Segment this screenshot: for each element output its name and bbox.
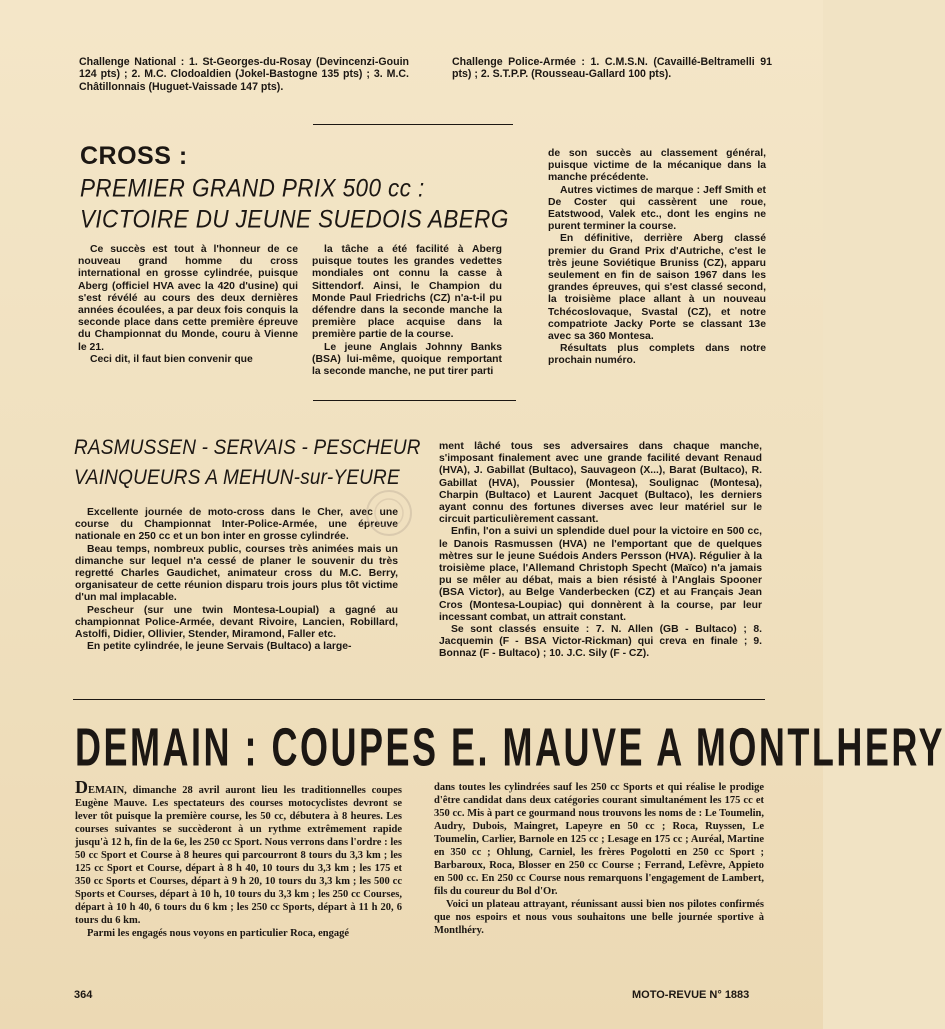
rasmussen-column-1 bbox=[75, 507, 398, 653]
cross-title-line2: VICTOIRE DU JEUNE SUEDOIS ABERG bbox=[80, 205, 509, 233]
rasmussen-title-line2: VAINQUEURS A MEHUN-sur-YEURE bbox=[74, 466, 400, 490]
cross-column-1 bbox=[78, 244, 298, 366]
rasmussen-column-2 bbox=[439, 441, 762, 661]
watermark-stamp-icon bbox=[362, 486, 416, 540]
cross-column-2 bbox=[312, 244, 502, 378]
drop-cap: D bbox=[75, 777, 88, 797]
paragraph: En définitive, derrière Aberg classé premier du Grand Prix d'Autriche, c'est le très jeune Soviétique Bruniss (CZ), apparu seulement en fin de saison 1967 dans les grandes épreuves, qui s'est classé second, la troisième place allant à un nouveau Tchécoslovaque, Svastal (CZ), et notre compatriote Jacky Porte se classant 13e avec sa 360 Montesa. bbox=[548, 233, 766, 343]
paragraph: Enfin, l'on a suivi un splendide duel pour la victoire en 500 cc, le Danois Rasmussen (HVA) ne l'emportant que de quelques mètres sur le jeune Suédois Anders Persson (HVA). Régulier à la troisième place, l'Allemand Christoph Specht (Maïco) n'a jamais pu se mêler au débat, mais a bien résisté à l'Anglais Spooner (BSA Victor), au Belge Vanderbecken (CZ) et au Français Jean Cros (Montesa-Loupiac) qui donnèrent à la course, par leur incessant combat, un attrait constant. bbox=[439, 526, 762, 623]
rasmussen-title-line1: RASMUSSEN - SERVAIS - PESCHEUR bbox=[74, 436, 421, 460]
paragraph: En petite cylindrée, le jeune Servais (Bultaco) a large- bbox=[87, 641, 352, 653]
paragraph: Ceci dit, il faut bien convenir que bbox=[90, 353, 253, 365]
paragraph: de son succès au classement général, puisque victime de la mécanique dans la manche précédente. bbox=[548, 148, 766, 184]
paragraph: Pescheur (sur une twin Montesa-Loupial) a gagné au championnat Police-Armée, devant Rivoire, Lancien, Robillard, Astolfi, Didier, Ollivier, Stender, Miramond, Faller etc. bbox=[75, 604, 398, 641]
challenge-police-label: Challenge Police-Armée : bbox=[452, 56, 585, 68]
cross-kicker: CROSS : bbox=[80, 142, 188, 170]
paragraph: Le jeune Anglais Johnny Banks (BSA) lui-même, quoique remportant la seconde manche, ne put tirer parti bbox=[312, 341, 502, 378]
demain-title: DEMAIN : COUPES E. MAUVE A MONTLHERY bbox=[75, 716, 945, 778]
paragraph: ment lâché tous ses adversaires dans chaque manche, s'imposant finalement avec une grande facilité devant Renaud (HVA), J. Gabillat (Bultaco), Sauvageon (X...), Barat (Bultaco), R. Gabillat (HVA), Poussier (Montesa), Soulignac (Montesa), Charpin (Bultaco) et Laurent Jacquet (Bultaco), les derniers ayant connu des fortunes diverses avec leur matériel sur le circuit particulièrement cassant. bbox=[439, 441, 762, 526]
magazine-issue: MOTO-REVUE N° 1883 bbox=[632, 989, 750, 1001]
paragraph: Résultats plus complets dans notre prochain numéro. bbox=[548, 343, 766, 367]
paragraph-text: EMAIN, dimanche 28 avril auront lieu les traditionnelles coupes Eugène Mauve. Les spectateurs des courses motocyclistes devront se lever tôt puisque la première course, les 50 cc, débutera à 8 heures. Les courses suivantes se succèderont à un rythme extrêmement rapide jusqu'à 12 h, fin de la 6e, les 250 cc Sport. Nous verrons dans l'ordre : les 50 cc Sport et Course à 8 heures qui parcourront 8 tours du 3,3 km ; les 125 cc Sport et Course, départ à 8 h 40, 10 tours du 3,3 km ; les 175 et 350 cc Sports et Courses, départ à 9 h 20, 10 tours du 3,3 km ; les 500 cc Sports et Courses, départ à 10 h, 10 tours du 3,3 km ; les 250 cc Courses, départ à 10 h 40, 6 tours du 6 km ; les 250 cc Sports, départ à 11 h 20, 6 tours du 6 km. bbox=[75, 785, 402, 926]
divider-wide bbox=[73, 699, 765, 700]
challenge-national-label: Challenge National : bbox=[79, 56, 185, 68]
paragraph bbox=[75, 777, 402, 927]
paragraph: dans toutes les cylindrées sauf les 250 cc Sports et qui réalise le prodige d'être candidat dans deux catégories courant simultanément les 175 cc et 350 cc. Mis à part ce gourmand nous trouvons les noms de : Le Toumelin, Audry, Dubois, Maingret, Lapeyre en 50 cc ; Roca, Ruyssen, Le Toumelin, Carlier, Barnole en 125 cc ; Lesage en 175 cc ; Auréal, Martine en 350 cc ; Ohlung, Carniel, les frères Pogolotti en 250 cc Sport ; Barbaroux, Roca, Blosser en 250 cc Course ; Ferrand, Lefèvre, Appieto en 500 cc. En 250 cc Course nous remarquons l'engagement de Lambert, fils du coureur du Bol d'Or. bbox=[434, 782, 764, 897]
cross-title-line1: PREMIER GRAND PRIX 500 cc : bbox=[80, 174, 425, 202]
paragraph: Voici un plateau attrayant, réunissant aussi bien nos pilotes confirmés que nos espoirs et nous vous souhaitons une belle journée sportive à Montlhéry. bbox=[434, 899, 764, 936]
challenge-national-results bbox=[79, 56, 409, 93]
paragraph: Se sont classés ensuite : 7. N. Allen (GB - Bultaco) ; 8. Jacquemin (F - BSA Victor-Rickman) qui creva en finale ; 9. Bonnaz (F - Bultaco) ; 10. J.C. Sily (F - CZ). bbox=[439, 624, 762, 660]
challenge-national-text: 1. St-Georges-du-Rosay (Devincenzi-Gouin 124 pts) ; 2. M.C. Clodoaldien (Jokel-Bastogne 135 pts) ; 3. M.C. Châtillonnais (Huguet-Vaissade 147 pts). bbox=[79, 56, 409, 93]
challenge-police-results bbox=[452, 56, 772, 81]
paragraph: Excellente journée de moto-cross dans le Cher, avec une course du Championnat Inter-Police-Armée, une épreuve nationale en 250 cc et un bon inter en grosse cylindrée. bbox=[75, 507, 398, 543]
challenge-police-text: 1. C.M.S.N. (Cavaillé-Beltramelli 91 pts) ; 2. S.T.P.P. (Rousseau-Gallard 100 pts). bbox=[452, 56, 772, 81]
cross-column-3 bbox=[548, 148, 766, 368]
page-number: 364 bbox=[74, 989, 93, 1001]
divider-middle bbox=[313, 400, 516, 401]
paragraph: la tâche a été facilité à Aberg puisque toutes les grandes vedettes mondiales ont connu la casse à Sittendorf. Ainsi, le Champion du Monde Paul Friedrichs (CZ) n'a-t-il pu défendre dans la seconde manche la première place acquise dans la première partie de la course. bbox=[312, 244, 502, 341]
demain-column-2 bbox=[434, 781, 764, 937]
paragraph: Autres victimes de marque : Jeff Smith et De Coster qui cassèrent une roue, Eatstwood, Valek etc., dont les engins ne purent terminer la course. bbox=[548, 184, 766, 233]
divider-top bbox=[313, 124, 513, 125]
paragraph: Parmi les engagés nous voyons en particulier Roca, engagé bbox=[87, 928, 349, 939]
paragraph: Beau temps, nombreux public, courses très animées mais un dimanche sur lequel n'a cessé de planer le souvenir du très regretté Charles Gaudichet, animateur cross du M.C. Berry, organisateur de cette réunion disparu trois jours plus tôt victime d'un mal implacable. bbox=[75, 543, 398, 604]
paragraph: Ce succès est tout à l'honneur de ce nouveau grand homme du cross international en grosse cylindrée, puisque Aberg (officiel HVA avec la 420 d'usine) qui s'est révélé au cours des deux dernières années écoulées, a par deux fois conquis la seconde place dans cette première épreuve du Championnat du Monde, couru à Vienne le 21. bbox=[78, 244, 298, 353]
demain-column-1 bbox=[75, 777, 402, 940]
